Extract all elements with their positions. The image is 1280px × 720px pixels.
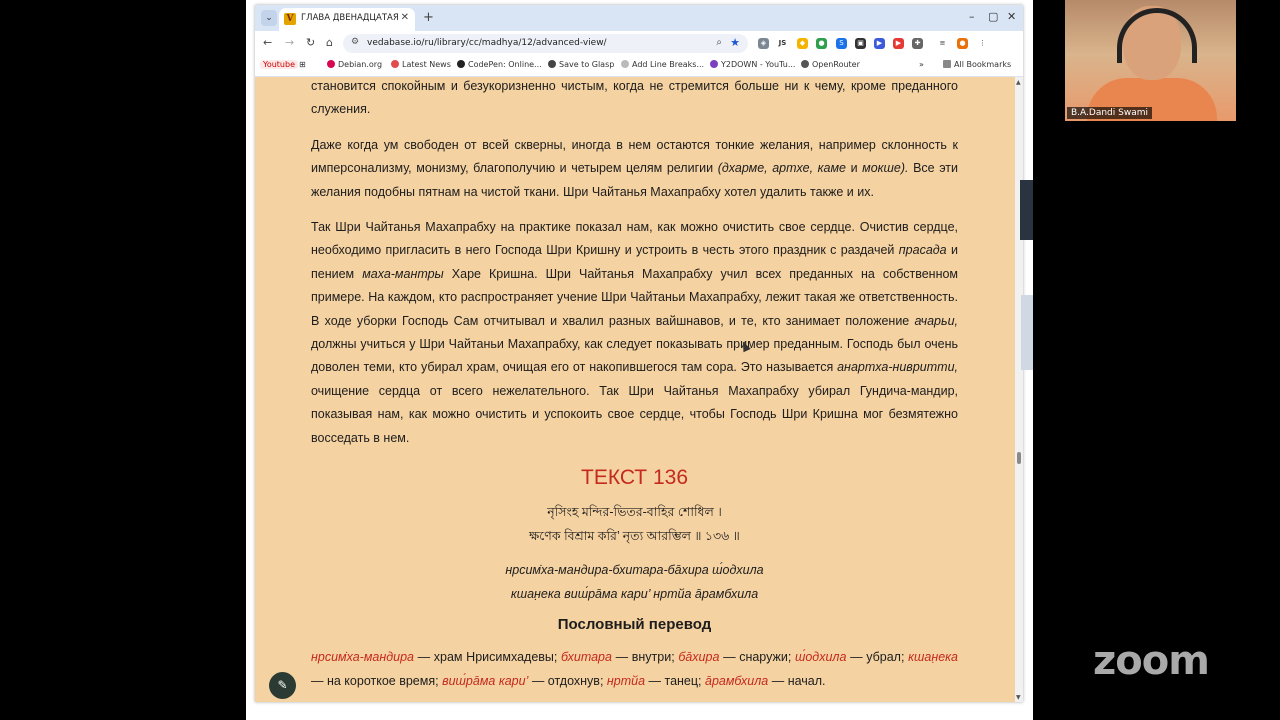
apps-grid-icon[interactable]: ⊞ [299, 60, 306, 69]
maximize-icon[interactable]: ▢ [988, 10, 999, 23]
bookmark-label: CodePen: Online... [468, 60, 542, 69]
youtube-extension-icon[interactable]: ▶ [893, 38, 904, 49]
minimize-icon[interactable]: – [969, 10, 975, 23]
translate-extension-icon[interactable]: S [836, 38, 847, 49]
tab-search-icon[interactable]: ⌄ [261, 10, 277, 26]
back-arrow-icon[interactable]: ← [263, 36, 273, 49]
glasp-icon [548, 60, 556, 68]
transliteration [311, 558, 958, 606]
site-info-icon[interactable]: ⚙ [351, 37, 360, 47]
synonym-meaning: — убрал; [846, 650, 909, 665]
folder-icon [943, 60, 951, 68]
text: Так Шри Чайтанья Махапрабху на практике показал нам, как можно очистить свое сердце. Очистив сердце, необходимо пригласить в него Господа Шри Кришну и устроить в честь этого праздник с раздачей [311, 220, 958, 258]
sanskrit-term: анартха-нивритти, [837, 360, 958, 375]
synonyms [311, 646, 958, 693]
scrollbar-thumb[interactable] [1017, 452, 1021, 464]
page-icon [621, 60, 629, 68]
sanskrit-term: прасада [898, 243, 947, 258]
bookmark-debian[interactable] [327, 60, 382, 69]
synonym-meaning: — отдохнув; [528, 673, 607, 688]
sanskrit-term: (дхарме, артхе, каме [717, 161, 846, 176]
forward-arrow-icon[interactable]: → [285, 36, 295, 49]
bookmark-add-line-breaks[interactable] [621, 60, 704, 69]
participant-video[interactable] [1065, 0, 1236, 121]
zoom-icon[interactable]: ⌕ [716, 37, 722, 48]
background-window-edge [1020, 180, 1033, 240]
grammar-extension-icon[interactable]: ● [816, 38, 827, 49]
sanskrit-term: ачарьи, [914, 313, 958, 328]
purport-content [311, 77, 958, 693]
bookmark-latest-news[interactable] [391, 60, 451, 69]
bengali-verse [311, 500, 958, 548]
edit-pencil-icon[interactable]: ✎ [269, 672, 296, 699]
paragraph [311, 134, 958, 204]
browser-window [255, 5, 1023, 702]
news-icon [391, 60, 399, 68]
reload-icon[interactable]: ↻ [306, 36, 316, 49]
translit-line: кшан̣ека виш́ра̄ма кари’ нртйа а̄рамбхила [510, 587, 759, 602]
all-bookmarks[interactable] [943, 60, 1011, 69]
codepen-icon [457, 60, 465, 68]
synonym-link[interactable]: кшан̣ека [908, 650, 959, 665]
profile-avatar[interactable]: ● [957, 38, 968, 49]
bookmark-glasp[interactable] [548, 60, 614, 69]
sanskrit-term: мокше). [862, 161, 909, 176]
extensions-puzzle-icon[interactable]: ✚ [912, 38, 923, 49]
bookmark-label: Save to Glasp [559, 60, 615, 69]
zoom-logo: zoom [1093, 638, 1209, 684]
synonym-link[interactable]: ш́одхила [794, 650, 847, 665]
close-tab-icon[interactable]: ✕ [400, 12, 409, 23]
openrouter-icon [801, 60, 809, 68]
address-bar[interactable] [343, 34, 748, 53]
bengali-line: ক্ষণেক বিশ্রাম করি’ নৃত্য আরম্ভিল ॥ ১৩৬ ॥ [529, 529, 740, 544]
page-scrollbar[interactable] [1015, 77, 1023, 702]
text: Даже когда ум свободен от всей скверны, иногда в нем остаются тонкие желания, например склонность к имперсонализму, монизму, благополучию и четырем целям религии [311, 137, 958, 176]
text: Харе Кришна. Шри Чайтанья Махапрабху учил всех преданных на собственном примере. На каждом, кто распространяет учение Шри Чайтаньи Махапрабху, лежит такая же ответственность. В ходе уборки Господь Сам отчитывал и хвалил разных вайшнавов, и те, кто занимает положение [311, 266, 959, 328]
url-text: vedabase.io/ru/library/cc/madhya/12/advanced-view/ [367, 38, 607, 48]
y2down-icon [710, 60, 718, 68]
scroll-down-arrow-icon[interactable]: ▼ [1016, 694, 1021, 701]
synonym-meaning: — на короткое время; [311, 673, 443, 688]
bengali-line: নৃসিংহ মন্দির-ভিতর-বাহির শোধিল । [547, 505, 722, 520]
sanskrit-term: маха-мантры [362, 266, 444, 281]
debian-icon [327, 60, 335, 68]
text: должны учиться у Шри Чайтаньи Махапрабху, как следует показывать пример преданным. Господь был очень доволен теми, кто убирал храм, очищая его от накопившегося там сора. Это называется [311, 337, 958, 375]
synonym-link[interactable]: бхитара [561, 650, 612, 665]
bookmark-youtube[interactable]: Youtube [260, 60, 298, 69]
bookmark-openrouter[interactable] [801, 60, 860, 69]
js-extension-icon[interactable]: JS [778, 39, 787, 47]
bookmarks-bar [255, 56, 1023, 77]
background-window-panel [1021, 295, 1033, 370]
browser-toolbar [255, 31, 1023, 56]
synonym-link[interactable]: виш́ра̄ма кари’ [442, 673, 529, 688]
shield-extension-icon[interactable]: ◈ [758, 38, 769, 49]
paragraph: становится спокойным и безукоризненно чистым, когда не стремится больше ни к чему, кроме преданного служения. [311, 79, 958, 117]
active-tab[interactable] [279, 8, 415, 31]
text: Все эти желания подобны пятнам на чистой ткани. Шри Чайтанья Махапрабху хотел удалить также и их. [311, 161, 958, 199]
bookmark-label: Latest News [402, 60, 451, 69]
synonym-meaning: — снаружи; [719, 650, 795, 665]
screenshot-extension-icon[interactable]: ▣ [855, 38, 866, 49]
bookmark-label: OpenRouter [812, 60, 860, 69]
reading-list-icon[interactable]: ≡ [937, 38, 948, 49]
synonym-link[interactable]: ба̄хира [678, 650, 720, 665]
bookmark-label: Y2DOWN - YouTu... [721, 60, 796, 69]
synonym-link[interactable]: а̄рамбхила [705, 673, 769, 688]
verse-heading: ТЕКСТ 136 [581, 466, 688, 490]
scroll-up-arrow-icon[interactable]: ▲ [1016, 79, 1021, 86]
extension-icon[interactable]: ◆ [797, 38, 808, 49]
synonym-link[interactable]: нртйа [606, 673, 646, 688]
bookmark-y2down[interactable] [710, 60, 795, 69]
synonym-meaning: — храм Нрисимхадевы; [414, 650, 562, 665]
text: и [846, 161, 863, 176]
synonym-meaning: — внутри; [611, 650, 679, 665]
bookmark-star-icon[interactable]: ★ [730, 36, 740, 49]
synonym-meaning: — танец; [645, 673, 705, 688]
screen-share-area [246, 0, 1033, 720]
synonym-meaning: — начал. [768, 673, 826, 688]
paragraph [311, 216, 958, 450]
vedabase-page [255, 77, 1015, 702]
bookmarks-overflow-icon[interactable]: » [919, 60, 924, 69]
vedabase-favicon-icon: V [284, 13, 296, 25]
bookmark-codepen[interactable] [457, 60, 542, 69]
browser-menu-icon[interactable]: ⋮ [979, 39, 986, 47]
bookmark-label: All Bookmarks [954, 60, 1012, 69]
tab-title: ГЛАВА ДВЕНАДЦАТАЯ [301, 13, 399, 23]
tab-bar [255, 5, 1023, 31]
translit-line: нрсим̇ха-мандира-бхитара-ба̄хира ш́одхила [505, 563, 764, 578]
close-window-icon[interactable]: ✕ [1007, 10, 1017, 23]
synonym-link[interactable]: нрсим̇ха-мандира [311, 650, 414, 665]
bookmark-label: Debian.org [338, 60, 383, 69]
home-icon[interactable]: ⌂ [326, 36, 333, 49]
bookmark-label: Add Line Breaks... [632, 60, 705, 69]
participant-name: B.A.Dandi Swami [1067, 107, 1152, 119]
text: очищение сердца от всего нежелательного. Так Шри Чайтанья Махапрабху убирал Гундича-мандир, показывая нам, как можно очистить и успокоить свое сердце, чтобы Господь Шри Кришна мог безмятежно восседать в нем. [311, 383, 958, 445]
text: и пением [311, 243, 958, 281]
synonyms-heading: Пословный перевод [557, 616, 712, 634]
new-tab-icon[interactable]: + [423, 10, 434, 25]
extension-icon-2[interactable]: ▶ [874, 38, 885, 49]
